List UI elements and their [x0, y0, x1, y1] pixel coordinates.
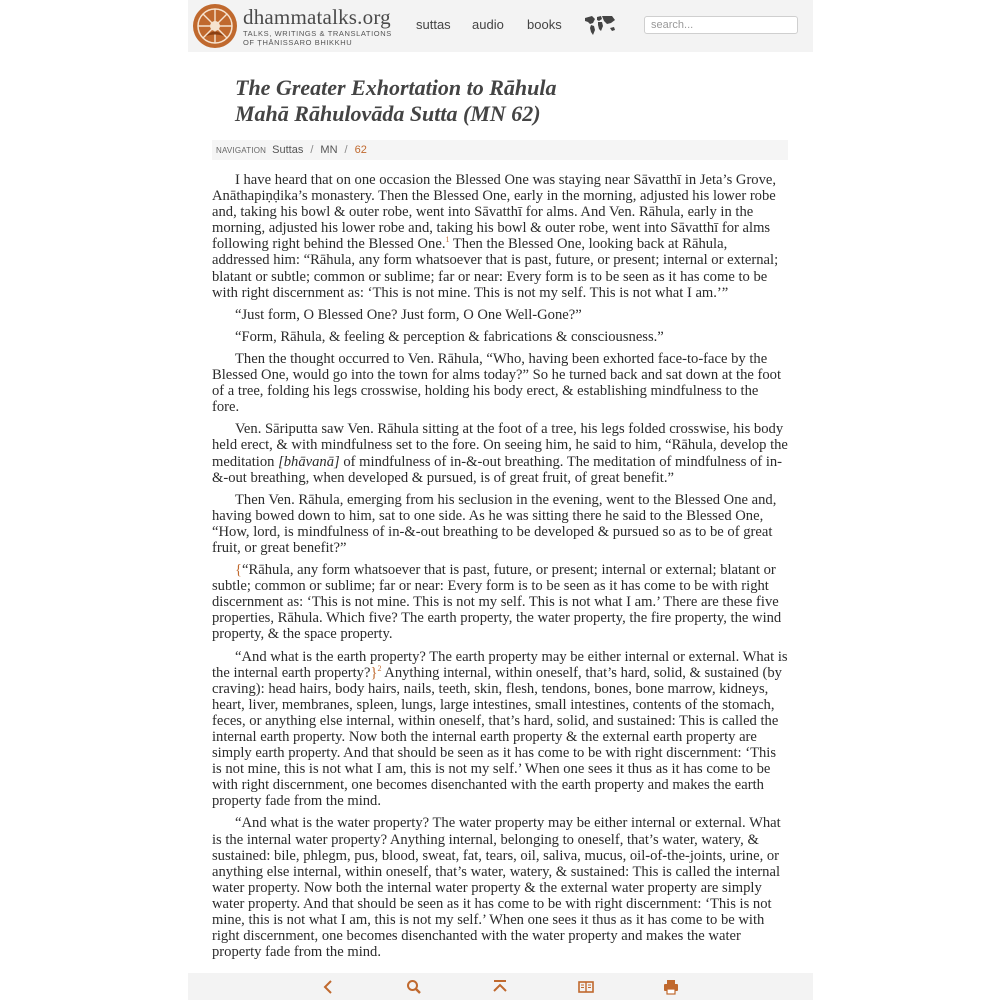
paragraph: Then Ven. Rāhula, emerging from his seclusion in the evening, went to the Blessed One and, having bowed down to him, sat to one side. As he was sitting there he said to the Blessed One, “How, lord, is mindfulness of in-&-out breathing to be developed & pursued so as to be of great fruit, or great benefit?” — [212, 491, 777, 556]
site-subtitle-line1: TALKS, WRITINGS & TRANSLATIONS — [243, 29, 392, 38]
text-run: of mindfulness of in-&-out breathing. The meditation of mindfulness of in-&-out breathing, when developed & pursued, is of great fruit, of great benefit.” — [212, 453, 783, 486]
back-chevron-icon[interactable] — [320, 978, 338, 996]
text-run: “Rāhula, any form whatsoever that is past, future, or present; internal or external; blatant or subtle; common or sublime; far or near: Every form is to be seen as it has come to be with right discernment as: ‘This is not mine. This is not my self. This is not what I am.’ There are these five properties, Rāhula. Which five? The earth property, the water property, the fire property, the wind property, & the space property. — [212, 562, 782, 643]
brace-close: } — [370, 664, 378, 681]
site-header — [188, 0, 813, 52]
text-run: “And what is the earth property? The earth property may be either internal or external. What is the internal earth property? — [212, 648, 788, 681]
site-subtitle — [243, 29, 392, 47]
brace-open: { — [235, 562, 243, 579]
nav-books[interactable]: books — [527, 17, 562, 32]
nav-audio[interactable]: audio — [472, 17, 504, 32]
print-icon[interactable] — [662, 978, 680, 996]
text-run: Ven. Sāriputta saw Ven. Rāhula sitting at the foot of a tree, his legs folded crosswise, his body held erect, & with mindfulness set to the fore. On seeing him, he said to him, “Rāhula, develop the meditation — [212, 421, 788, 470]
footnote-link-2[interactable]: 2 — [377, 663, 382, 673]
paragraph: Then the thought occurred to Ven. Rāhula, “Who, having been exhorted face-to-face by the Blessed One, would go into the town for alms today?” So he turned back and sat down at the foot of a tree, folding his legs crosswise, holding his body erect, & establishing mindfulness to the fore. — [212, 350, 782, 416]
breadcrumb-mn[interactable]: MN — [320, 144, 338, 156]
paragraph — [212, 421, 788, 485]
title-pali: Mahā Rāhulovāda Sutta (MN 62) — [235, 101, 541, 126]
world-map-icon[interactable] — [583, 13, 617, 37]
nav-suttas[interactable]: suttas — [416, 17, 451, 32]
footnote-link-1[interactable]: 1 — [445, 235, 450, 245]
site-title[interactable]: dhammatalks.org — [243, 5, 391, 29]
text-run: Anything internal, within oneself, that’s hard, solid, & sustained (by craving): head hairs, body hairs, nails, teeth, skin, flesh, tendons, bones, bone marrow, kidneys, heart, liver, membranes, spleen, lungs, large intestines, small intestines, contents of the stomach, feces, or anything else internal, within oneself, that’s hard, solid, and sustained: This is called the internal earth property. Now both the internal earth property & the external earth property are simply earth property. And that should be seen as it has come to be with right discernment: ‘This is not mine, this is not what I am, this is not my self.’ When one sees it thus as it has come to be with right discernment, one becomes disenchanted with the earth property and makes the earth property fade from the mind. — [212, 664, 782, 810]
pali-term: [bhāvanā] — [278, 453, 340, 470]
paragraph — [212, 172, 788, 301]
text-run: I have heard that on one occasion the Blessed One was staying near Sāvatthī in Jeta’s Grove, Anāthapiṇḍika’s monastery. Then the Blessed One, early in the morning, adjusted his lower robe and, taking his bowl & outer robe, went into Sāvatthī for alms. And Ven. Rāhula, early in the morning, adjusted his lower robe and, taking his bowl & outer robe, went into Sāvatthī for alms following right behind the Blessed One. — [212, 172, 777, 253]
breadcrumb — [212, 140, 788, 160]
sutta-text — [212, 172, 788, 972]
scroll-top-icon[interactable] — [491, 978, 509, 996]
search-input[interactable] — [644, 16, 798, 34]
reader-book-icon[interactable] — [577, 978, 595, 996]
breadcrumb-suttas[interactable]: Suttas — [272, 144, 304, 156]
breadcrumb-label: NAVIGATION — [216, 145, 267, 155]
dhamma-wheel-logo-icon[interactable] — [192, 3, 238, 49]
page-frame — [188, 0, 813, 1000]
paragraph — [212, 562, 788, 642]
paragraph: “Just form, O Blessed One? Just form, O One Well-Gone?” — [235, 306, 582, 323]
bottom-toolbar — [188, 973, 813, 1000]
paragraph: “And what is the water property? The water property may be either internal or external. What is the internal water property? Anything internal, belonging to oneself, that’s water, watery, & sustained: bile, phlegm, pus, blood, sweat, fat, tears, oil, saliva, mucus, oil-of-the-joints, urine, or anything else internal, within oneself, that’s water, watery, & sustained: This is called the internal water property. Now both the internal water property & the external water property are simply water property. And that should be seen as it has come to be with right discernment: ‘This is not mine, this is not what I am, this is not my self.’ When one sees it thus as it has come to be with right discernment, one becomes disenchanted with the water property and makes the water property fade from the mind. — [212, 815, 781, 961]
page-title — [235, 75, 795, 127]
title-english: The Greater Exhortation to Rāhula — [235, 75, 557, 100]
paragraph — [212, 649, 788, 810]
breadcrumb-separator: / — [344, 144, 348, 156]
search-icon[interactable] — [405, 978, 423, 996]
paragraph: “Form, Rāhula, & feeling & perception & fabrications & consciousness.” — [235, 328, 664, 345]
breadcrumb-separator: / — [310, 144, 314, 156]
breadcrumb-current: 62 — [354, 144, 367, 156]
text-run: Then the Blessed One, looking back at Rāhula, addressed him: “Rāhula, any form whatsoever that is past, future, or present; internal or external; blatant or subtle; common or sublime; far or near: Every form is to be seen as it has come to be with right discernment as: ‘This is not mine. This is not my self. This is not what I am.’” — [212, 236, 779, 301]
site-subtitle-line2: OF ṬHĀNISSARO BHIKKHU — [243, 38, 353, 47]
